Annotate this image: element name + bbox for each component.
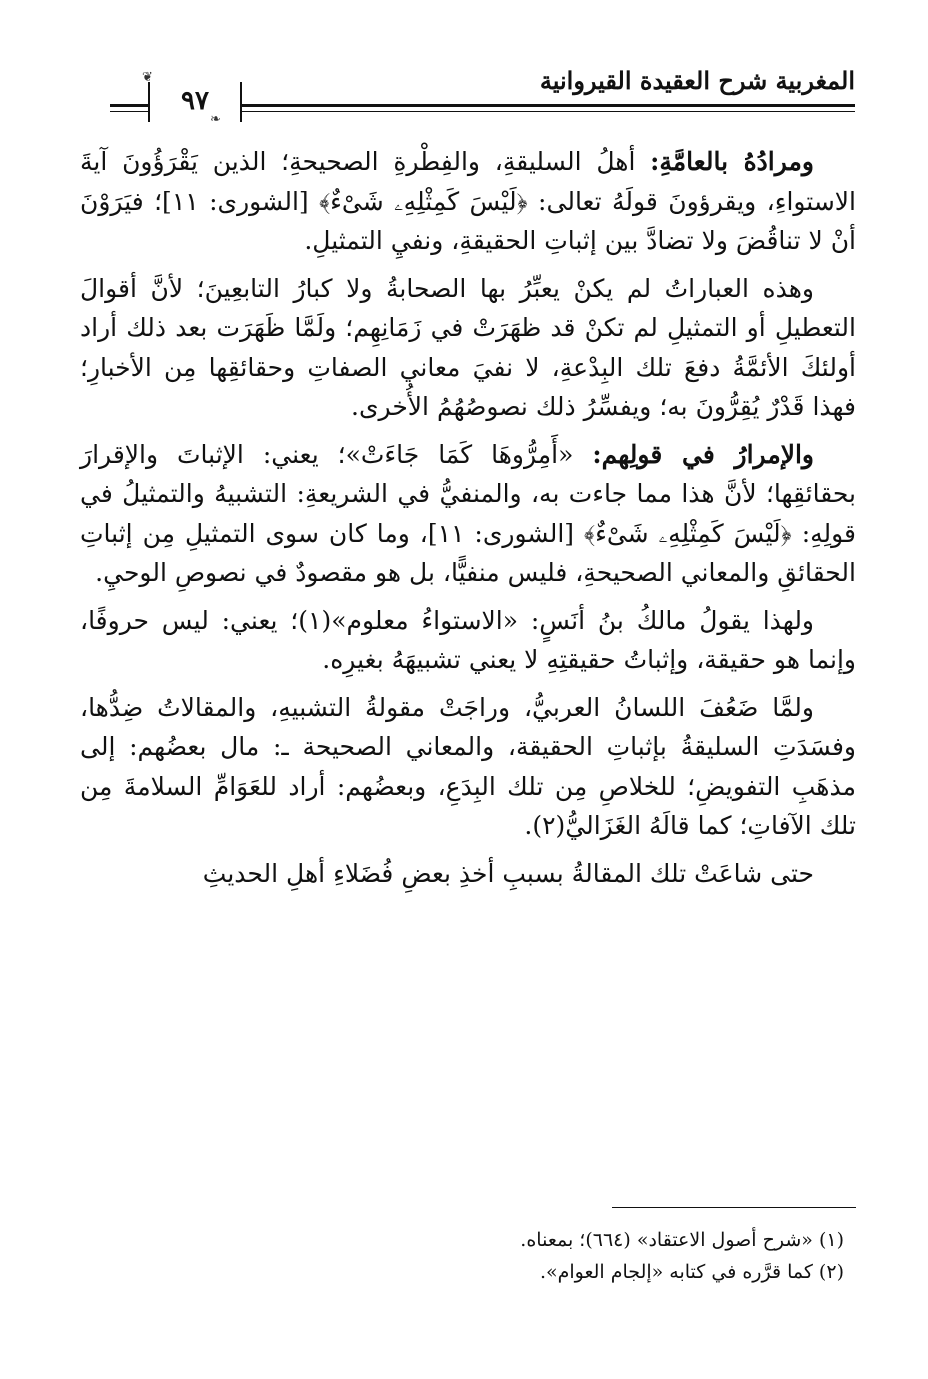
header-rule-left-thin — [110, 111, 150, 112]
paragraph — [80, 854, 856, 894]
footnote-separator — [612, 1207, 856, 1208]
ornament-icon: ❦ — [142, 70, 153, 85]
paragraph — [80, 142, 856, 261]
book-title: المغربية شرح العقيدة القيروانية — [539, 66, 855, 95]
header-rule-thick — [240, 104, 855, 107]
page-number: ٩٧ — [181, 86, 209, 116]
page-number-box — [148, 82, 242, 122]
header-rule-left-thick — [110, 104, 150, 107]
paragraph-text: ولمَّا ضَعُفَ اللسانُ العربيُّ، وراجَتْ مقولةُ التشبيهِ، والمقالاتُ ضِدُّها، وفسَدَتِ السليقةُ بإثباتِ الحقيقة، والمعاني الصحيحة ـ: مال بعضُهم: إلى مذهَبِ التفويضِ؛ للخلاصِ مِن تلك البِدَعِ، وبعضُهم: أراد للعَوَامِّ السلامةَ مِن تلك الآفاتِ؛ كما قالَهُ الغَزَاليُّ(٢). — [80, 692, 856, 840]
ornament-icon: ❧ — [210, 112, 221, 127]
page-header — [110, 66, 855, 126]
body-text — [80, 142, 856, 901]
footnote: (٢) كما قرَّره في كتابه «إلجام العوام». — [539, 1261, 844, 1283]
paragraph-text: حتى شاعَتْ تلك المقالةُ بسببِ أخذِ بعضِ فُضَلاءِ أهلِ الحديثِ — [202, 858, 814, 888]
footnotes — [80, 1224, 844, 1288]
paragraph-text: وهذه العباراتُ لم يكنْ يعبِّرُ بها الصحابةُ ولا كبارُ التابعِينَ؛ لأنَّ أقوالَ التعطيلِ أو التمثيلِ لم تكنْ قد ظهَرَتْ في زَمَانِهِم؛ ولَمَّا ظَهَرَت بعد ذلك أراد أولئكَ الأئمَّةُ دفعَ تلك البِدْعةِ، لا نفيَ معاني الصفاتِ وحقائقِها مِن الأخبارِ؛ فهذا قَدْرٌ يُقِرُّونَ به؛ ويفسِّرُ ذلك نصوصُهُمُ الأُخرى. — [80, 273, 856, 421]
header-rule-thin — [240, 111, 855, 112]
paragraph-lead: ومرادُهُ بالعامَّةِ: — [650, 147, 814, 176]
paragraph — [80, 688, 856, 846]
paragraph — [80, 269, 856, 427]
paragraph-text: «أَمِرُّوهَا كَمَا جَاءَتْ»؛ يعني: الإثباتَ والإقرارَ بحقائقِها؛ لأنَّ هذا مما جاءت به، والمنفيُّ في الشريعةِ: التشبيهُ والتمثيلُ في قولِهِ: ﴿لَيْسَ كَمِثْلِهِۦ شَىْءٌ﴾ [الشورى: ١١]، وما كان سوى التمثيلِ مِن إثباتِ الحقائقِ والمعاني الصحيحةِ، فليس منفيًّا، بل هو مقصودٌ في نصوصِ الوحيِ. — [80, 439, 856, 587]
paragraph-text: أهلُ السليقةِ، والفِطْرةِ الصحيحةِ؛ الذين يَقْرَؤُونَ آيةَ الاستواءِ، ويقرؤونَ قولَهُ تعالى: ﴿لَيْسَ كَمِثْلِهِۦ شَىْءٌ﴾ [الشورى: ١١]؛ فيَرَوْنَ أنْ لا تناقُضَ ولا تضادَّ بين إثباتِ الحقيقةِ، ونفيِ التمثيلِ. — [80, 147, 856, 255]
footnote: (١) «شرح أصول الاعتقاد» (٦٦٤)؛ بمعناه. — [520, 1229, 844, 1251]
paragraph-text: ولهذا يقولُ مالكُ بنُ أنَسٍ: «الاستواءُ معلوم»(١)؛ يعني: ليس حروفًا، وإنما هو حقيقة، وإثباتُ حقيقتِهِ لا يعني تشبيهَهُ بغيرِه. — [80, 605, 856, 674]
paragraph — [80, 435, 856, 593]
paragraph — [80, 601, 856, 680]
paragraph-lead: والإمرارُ في قولِهم: — [592, 439, 814, 469]
